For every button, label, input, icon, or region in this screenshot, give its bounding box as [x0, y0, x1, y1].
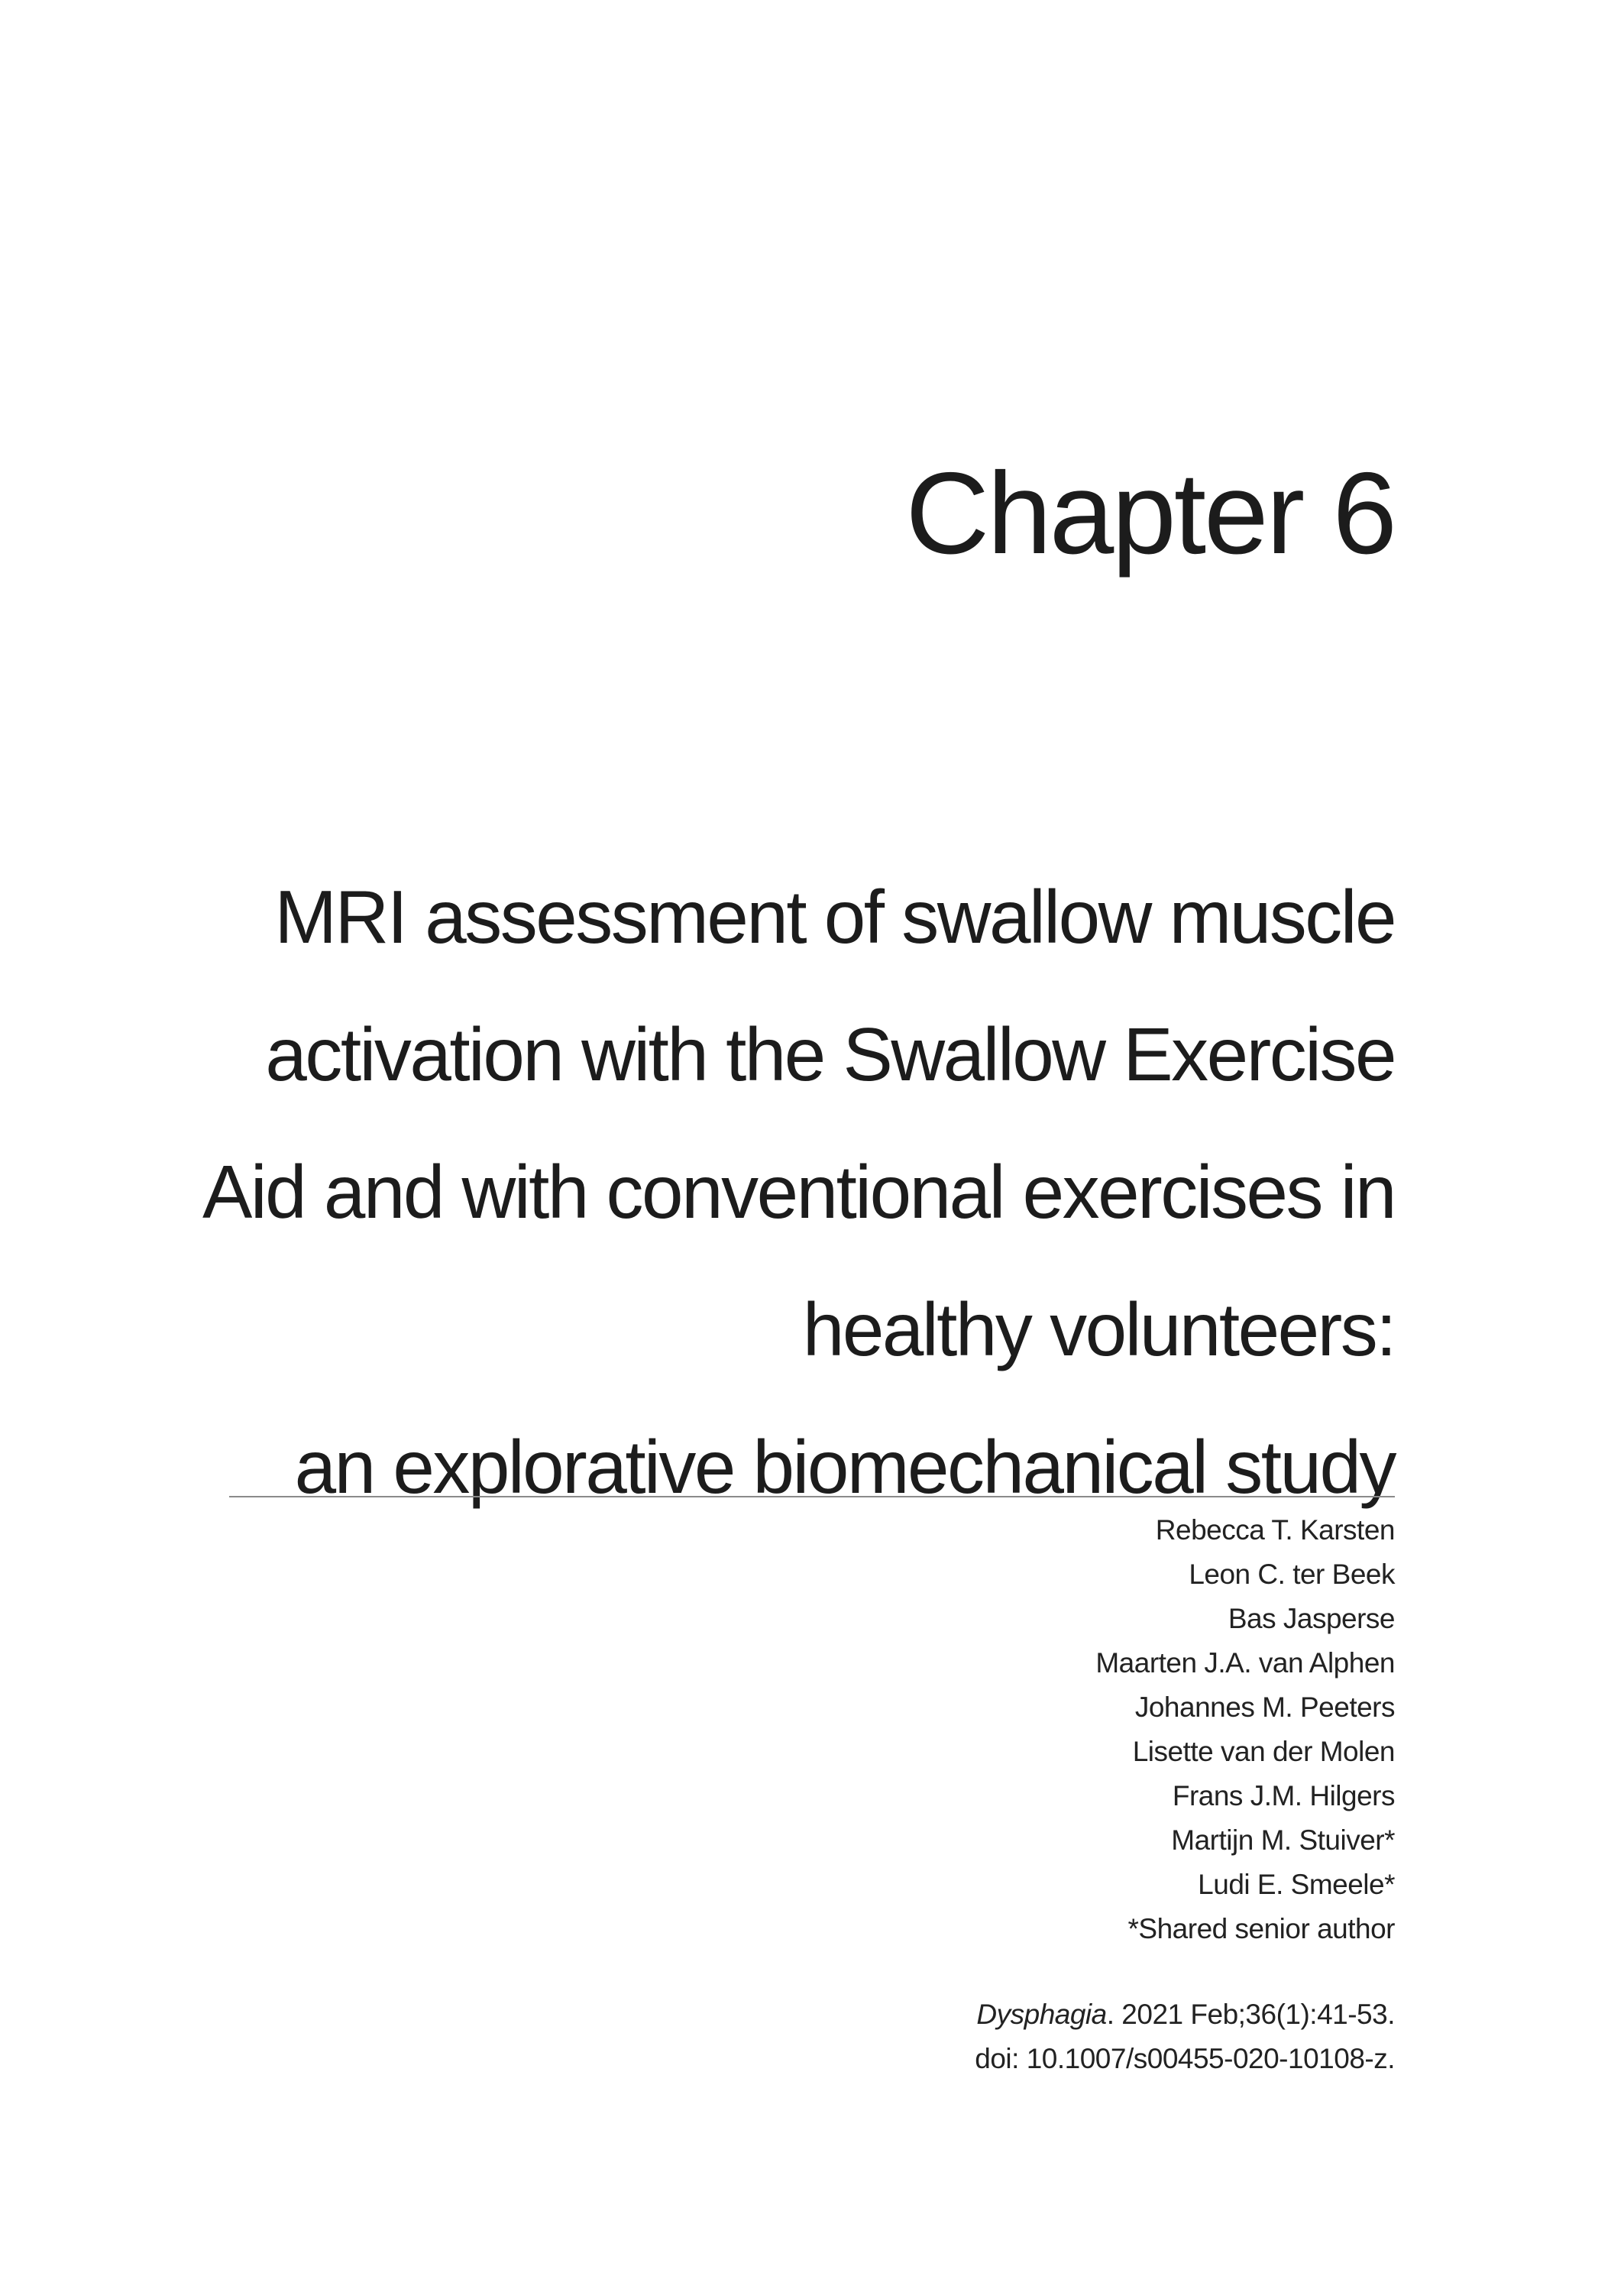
- citation-reference: [975, 1993, 1395, 2037]
- title-line: healthy volunteers:: [802, 1287, 1395, 1371]
- title-divider: [229, 1496, 1395, 1497]
- title-line: an explorative biomechanical study: [294, 1425, 1395, 1509]
- citation-doi: doi: 10.1007/s00455-020-10108-z.: [975, 2043, 1395, 2074]
- citation-details: . 2021 Feb;36(1):41-53.: [1106, 1999, 1395, 2030]
- journal-name: Dysphagia: [976, 1999, 1107, 2030]
- author-name: Martijn M. Stuiver*: [1171, 1824, 1395, 1856]
- chapter-label: Chapter 6: [905, 448, 1395, 578]
- author-name: Lisette van der Molen: [1132, 1736, 1395, 1767]
- author-list: [1095, 1508, 1395, 1951]
- author-name: Rebecca T. Karsten: [1155, 1514, 1395, 1546]
- title-line: Aid and with conventional exercises in: [202, 1150, 1395, 1234]
- citation: [975, 1993, 1395, 2081]
- author-name: Bas Jasperse: [1228, 1603, 1395, 1634]
- author-note: *Shared senior author: [1127, 1913, 1395, 1944]
- paper-title: [202, 848, 1395, 1536]
- author-name: Frans J.M. Hilgers: [1172, 1780, 1395, 1811]
- author-name: Leon C. ter Beek: [1189, 1559, 1395, 1590]
- author-name: Johannes M. Peeters: [1134, 1691, 1395, 1723]
- author-name: Ludi E. Smeele*: [1198, 1869, 1395, 1900]
- title-line: activation with the Swallow Exercise: [265, 1012, 1395, 1096]
- author-name: Maarten J.A. van Alphen: [1095, 1647, 1395, 1679]
- title-line: MRI assessment of swallow muscle: [274, 875, 1395, 959]
